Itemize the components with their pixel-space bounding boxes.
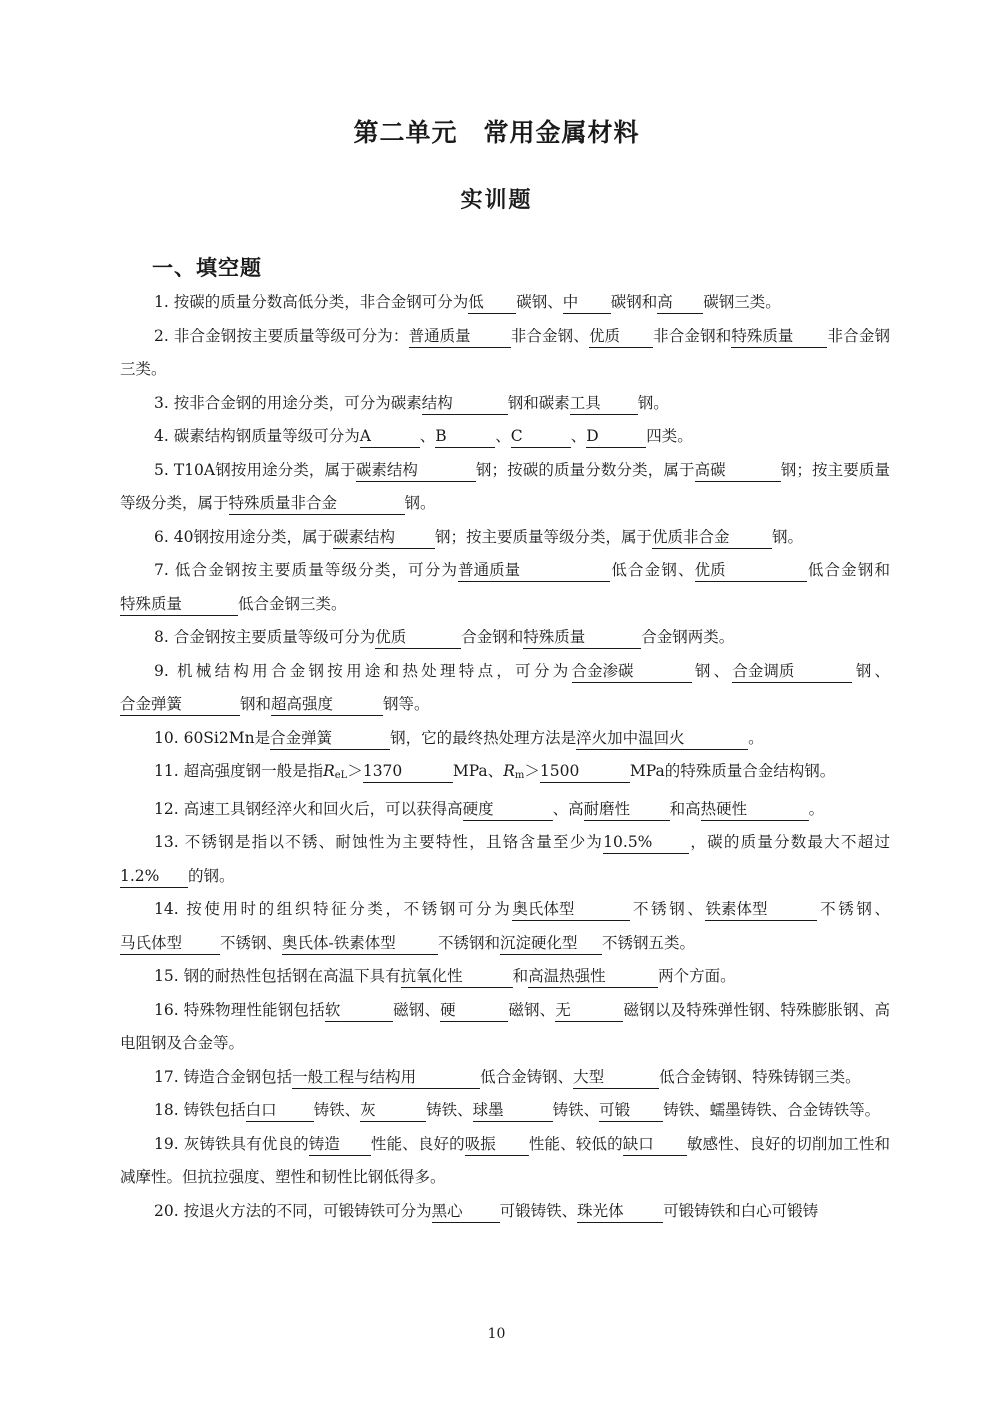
- answer-blank: 工具: [570, 392, 638, 415]
- answer-blank: 高碳: [695, 459, 781, 482]
- answer-blank: 碳素结构: [333, 526, 435, 549]
- answer-blank: 特殊质量: [523, 626, 641, 649]
- answer-blank: 无: [555, 999, 623, 1022]
- question-14: 14. 按使用时的组织特征分类，不锈钢可分为奥氏体型 不锈钢、铁素体型 不锈钢、马氏体型 不锈钢、奥氏体-铁素体型 不锈钢和沉淀硬化型 不锈钢五类。: [120, 893, 890, 960]
- answer-blank: 优质: [589, 325, 653, 348]
- question-10: 10. 60Si2Mn是合金弹簧 钢，它的最终热处理方法是淬火加中温回火 。: [120, 722, 890, 756]
- answer-blank: 大型: [573, 1066, 659, 1089]
- answer-blank: 优质: [695, 559, 807, 582]
- question-7: 7. 低合金钢按主要质量等级分类，可分为普通质量 低合金钢、优质 低合金钢和特殊质量 低合金钢三类。: [120, 554, 890, 621]
- answer-blank: B: [435, 425, 495, 448]
- answer-blank: 奥氏体-铁素体型: [282, 932, 438, 955]
- answer-blank: 缺口: [623, 1133, 687, 1156]
- answer-blank: 合金调质: [732, 660, 852, 683]
- answer-blank: 抗氧化性: [401, 965, 513, 988]
- question-17: 17. 铸造合金钢包括一般工程与结构用 低合金铸钢、大型 低合金铸钢、特殊铸钢三类。: [120, 1061, 890, 1095]
- answer-blank: 结构: [422, 392, 508, 415]
- answer-blank: 黑心: [432, 1200, 500, 1223]
- answer-blank: 1370: [363, 760, 453, 783]
- answer-blank: 普通质量: [458, 559, 610, 582]
- symbol-r: R: [503, 762, 515, 780]
- answer-blank: 特殊质量: [120, 593, 238, 616]
- section-heading: 一、填空题: [152, 256, 262, 280]
- answer-blank: 高温热强性: [528, 965, 658, 988]
- answer-blank: 特殊质量: [731, 325, 827, 348]
- symbol-subscript: eL: [334, 770, 348, 781]
- answer-blank: 热硬性: [701, 798, 809, 821]
- answer-blank: 吸振: [465, 1133, 529, 1156]
- answer-blank: 软: [325, 999, 393, 1022]
- answer-blank: 优质: [375, 626, 461, 649]
- answer-blank: 铸造: [309, 1133, 371, 1156]
- question-5: 5. T10A钢按用途分类，属于碳素结构 钢；按碳的质量分数分类，属于高碳 钢；按主要质量等级分类，属于特殊质量非合金 钢。: [120, 454, 890, 521]
- answer-blank: 耐磨性: [584, 798, 670, 821]
- question-list: [120, 286, 890, 1228]
- answer-blank: 合金弹簧: [120, 693, 240, 716]
- unit-title: 第二单元 常用金属材料: [353, 118, 640, 147]
- answer-blank: 硬: [440, 999, 508, 1022]
- question-18: 18. 铸铁包括白口 铸铁、灰 铸铁、球墨 铸铁、可锻 铸铁、蠕墨铸铁、合金铸铁等。: [120, 1094, 890, 1128]
- question-2: 2. 非合金钢按主要质量等级可分为：普通质量 非合金钢、优质 非合金钢和特殊质量 非合金钢三类。: [120, 326, 890, 378]
- answer-blank: 低: [468, 291, 516, 314]
- answer-blank: 合金弹簧: [270, 727, 390, 750]
- answer-blank: 一般工程与结构用: [292, 1066, 480, 1089]
- answer-blank: 奥氏体型: [512, 898, 630, 921]
- answer-blank: 中: [563, 291, 611, 314]
- answer-blank: 优质非合金: [652, 526, 772, 549]
- question-15: 15. 钢的耐热性包括钢在高温下具有抗氧化性 和高温热强性 两个方面。: [120, 960, 890, 994]
- question-16: 16. 特殊物理性能钢包括软 磁钢、硬 磁钢、无 磁钢以及特殊弹性钢、特殊膨胀钢、高电阻钢及合金等。: [120, 1000, 890, 1052]
- answer-blank: 铁素体型: [705, 898, 817, 921]
- answer-blank: 灰: [360, 1099, 426, 1122]
- answer-blank: D: [586, 425, 646, 448]
- answer-blank: 高: [657, 291, 703, 314]
- answer-blank: C: [511, 425, 571, 448]
- answer-blank: 超高强度: [271, 693, 383, 716]
- question-4: 4. 碳素结构钢质量等级可分为A 、B 、C 、D 四类。: [120, 420, 890, 454]
- answer-blank: 普通质量: [409, 325, 511, 348]
- question-20: 20. 按退火方法的不同，可锻铸铁可分为黑心 可锻铸铁、珠光体 可锻铸铁和白心可锻铸: [120, 1195, 890, 1229]
- answer-blank: 特殊质量非合金: [229, 492, 405, 515]
- answer-blank: 1.2%: [120, 865, 188, 888]
- question-1: 1. 按碳的质量分数高低分类，非合金钢可分为低 碳钢、中 碳钢和高 碳钢三类。: [120, 286, 890, 320]
- question-9: 9. 机械结构用合金钢按用途和热处理特点，可分为合金渗碳 钢、合金调质 钢、合金弹簧 钢和超高强度 钢等。: [120, 655, 890, 722]
- answer-blank: 沉淀硬化型: [500, 932, 602, 955]
- answer-blank: 碳素结构: [356, 459, 476, 482]
- question-6: 6. 40钢按用途分类，属于碳素结构 钢；按主要质量等级分类，属于优质非合金 钢。: [120, 521, 890, 555]
- question-19: 19. 灰铸铁具有优良的铸造 性能、良好的吸振 性能、较低的缺口 敏感性、良好的切削加工性和减摩性。但抗拉强度、塑性和韧性比钢低得多。: [120, 1134, 890, 1186]
- answer-blank: 淬火加中温回火: [576, 727, 748, 750]
- answer-blank: A: [360, 425, 420, 448]
- answer-blank: 珠光体: [577, 1200, 663, 1223]
- answer-blank: 10.5%: [603, 831, 689, 854]
- question-13: 13. 不锈钢是指以不锈、耐蚀性为主要特性，且铬含量至少为10.5% ，碳的质量分数最大不超过1.2% 的钢。: [120, 826, 890, 893]
- question-12: 12. 高速工具钢经淬火和回火后，可以获得高硬度 、高耐磨性 和高热硬性 。: [120, 793, 890, 827]
- page-number: 10: [487, 1326, 506, 1342]
- answer-blank: 可锻: [599, 1099, 663, 1122]
- answer-blank: 马氏体型: [120, 932, 220, 955]
- symbol-subscript: m: [514, 770, 525, 781]
- answer-blank: 球墨: [473, 1099, 553, 1122]
- symbol-r: R: [323, 762, 335, 780]
- question-11: 11. 超高强度钢一般是指$R_{eL}>1370$ MPa、$R_m>1500$ MPa的特殊质量合金结构钢。: [154, 762, 836, 781]
- answer-blank: 白口: [246, 1099, 314, 1122]
- answer-blank: 硬度: [463, 798, 553, 821]
- question-8: 8. 合金钢按主要质量等级可分为优质 合金钢和特殊质量 合金钢两类。: [120, 621, 890, 655]
- question-3: 3. 按非合金钢的用途分类，可分为碳素结构 钢和碳素工具 钢。: [120, 387, 890, 421]
- answer-blank: 合金渗碳: [572, 660, 692, 683]
- answer-blank: 1500: [540, 760, 630, 783]
- exercise-heading: 实训题: [460, 188, 533, 213]
